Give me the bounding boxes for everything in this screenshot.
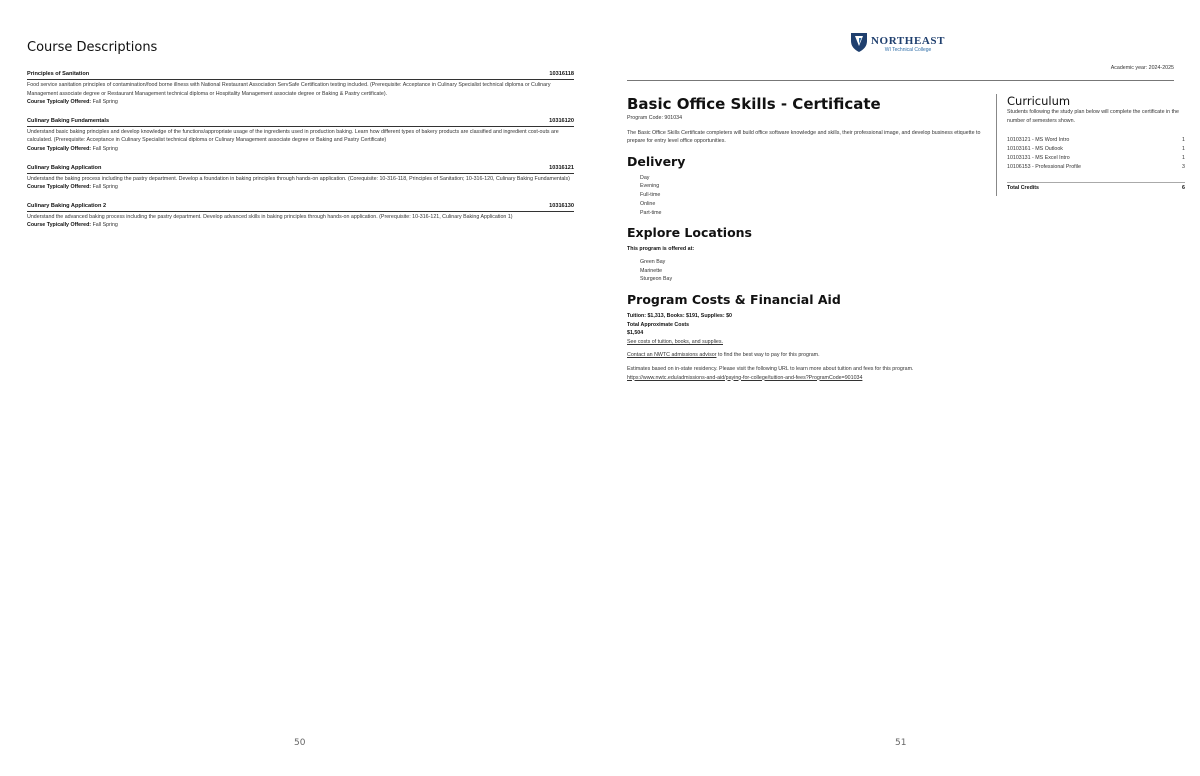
curriculum-list: [1007, 136, 1185, 171]
delivery-heading: Delivery: [627, 153, 686, 169]
course-offered: Course Typically Offered: Fall Spring: [27, 145, 118, 152]
course-description: Food service sanitation principles of contamination/food borne illness with National Restaurant Association ServSafe Certification testing included. (Prerequisite: Acceptance in Culinary Specialist technical diploma or Culinary Management associate degree or Restaurant Management technical diploma or Hospitality Management associate degree or Baking & Pastry certificate).: [27, 82, 551, 97]
course-description: Understand the baking process including the pastry department. Develop a foundation in baking principles through hands-on application. (Corequisite: 10-316-118, Principles of Sanitation; 10-316-120, Culinary Baking Fundamentals): [27, 175, 570, 182]
course-code: 10316130: [549, 202, 574, 209]
locations-list: [640, 258, 982, 284]
tuition-url-link[interactable]: https://www.nwtc.edu/admissions-and-aid/paying-for-college/tuition-and-fees?ProgramCode=901034: [627, 374, 863, 381]
course-entry: [27, 71, 574, 107]
course-header: [27, 118, 574, 127]
course-name: Culinary Baking Fundamentals: [27, 117, 110, 124]
curriculum-row: 10103121 - MS Word Intro 1: [1007, 137, 1185, 144]
course-header: [27, 71, 574, 80]
course-entry: [27, 203, 574, 230]
curriculum-row: 10106153 - Professional Profile 3: [1007, 163, 1185, 170]
course-header: [27, 203, 574, 212]
course-name: Culinary Baking Application: [27, 164, 102, 171]
list-item: Evening: [640, 183, 660, 190]
header-divider: [627, 80, 1174, 81]
shield-icon: [850, 31, 868, 58]
program-code: Program Code: 901034: [627, 115, 683, 121]
list-item: Marinette: [640, 267, 663, 274]
course-name: Principles of Sanitation: [27, 71, 90, 77]
course-name: Culinary Baking Application 2: [27, 202, 107, 209]
delivery-list: [640, 174, 982, 218]
academic-year: Academic year: 2024-2025: [1110, 65, 1174, 71]
curriculum-heading: Curriculum: [1007, 94, 1071, 108]
list-item: Day: [640, 174, 650, 181]
curriculum-sidebar: [996, 94, 1185, 196]
list-item: Part-time: [640, 209, 662, 216]
program-main: [627, 94, 982, 382]
page-number: 50: [294, 738, 306, 748]
course-code: 10316120: [549, 117, 574, 124]
total-costs-label: Total Approximate Costs: [627, 321, 690, 328]
program-title: Basic Office Skills - Certificate: [627, 95, 881, 113]
list-item: Online: [640, 200, 656, 207]
course-descriptions-title: Course Descriptions: [27, 40, 158, 55]
course-offered: Course Typically Offered: Fall Spring: [27, 99, 118, 106]
program-intro: The Basic Office Skills Certificate completers will build office software knowledge and skills, their professional image, and develop business etiquette to prepare for entry level office opportunities.: [627, 129, 981, 145]
course-offered: Course Typically Offered: Fall Spring: [27, 184, 118, 191]
costs-heading: Program Costs & Financial Aid: [627, 292, 841, 307]
locations-intro: This program is offered at:: [627, 246, 695, 253]
costs-link[interactable]: See costs of tuition, books, and supplies.: [627, 338, 723, 345]
course-code: 10316121: [549, 164, 574, 171]
tuition-breakdown: Tuition: $1,313, Books: $191, Supplies: $0: [627, 313, 732, 319]
page-number: 51: [895, 738, 907, 748]
estimates-note: Estimates based on in-state residency. Please visit the following URL to learn more about tuition and fees for this program.: [627, 365, 914, 372]
course-offered: Course Typically Offered: Fall Spring: [27, 222, 118, 229]
curriculum-intro: Students following the study plan below will complete the certificate in the number of semesters shown.: [1007, 109, 1179, 124]
contact-text: to find the best way to pay for this program.: [716, 352, 820, 359]
locations-heading: Explore Locations: [627, 225, 752, 241]
curriculum-row: 10103161 - MS Outlook 1: [1007, 145, 1185, 152]
right-page: [600, 0, 1200, 776]
course-entry: [27, 118, 574, 154]
contact-advisor-link[interactable]: Contact an NWTC admissions advisor: [627, 352, 717, 359]
list-item: Green Bay: [640, 258, 666, 265]
college-logo: [850, 31, 945, 58]
course-description: Understand the advanced baking process including the pastry department. Develop advanced skills in baking principles through hands-on application. (Prerequisite: 10-316-121, Culinary Baking Application 1): [27, 213, 513, 220]
total-credits: Total Credits 6: [1007, 182, 1185, 193]
course-code: 10316118: [549, 71, 574, 77]
list-item: Sturgeon Bay: [640, 276, 673, 283]
logo-name: NORTHEAST: [871, 34, 946, 47]
course-description: Understand basic baking principles and develop knowledge of the functions/appropriate usage of the ingredients used in production baking. Learn how different types of bakery products are classified and ingredient cost-outs are calculated. (Prerequisite: Acceptance in Culinary Specialist technical diploma or Culinary Management associate degree or Baking and Pastry Certificate): [27, 128, 559, 144]
course-entry: [27, 165, 574, 192]
total-costs-value: $1,504: [627, 330, 644, 337]
curriculum-row: 10103131 - MS Excel Intro 1: [1007, 154, 1185, 161]
course-header: [27, 165, 574, 174]
list-item: Full-time: [640, 192, 661, 199]
logo-subtitle: WI Technical College: [884, 46, 932, 53]
